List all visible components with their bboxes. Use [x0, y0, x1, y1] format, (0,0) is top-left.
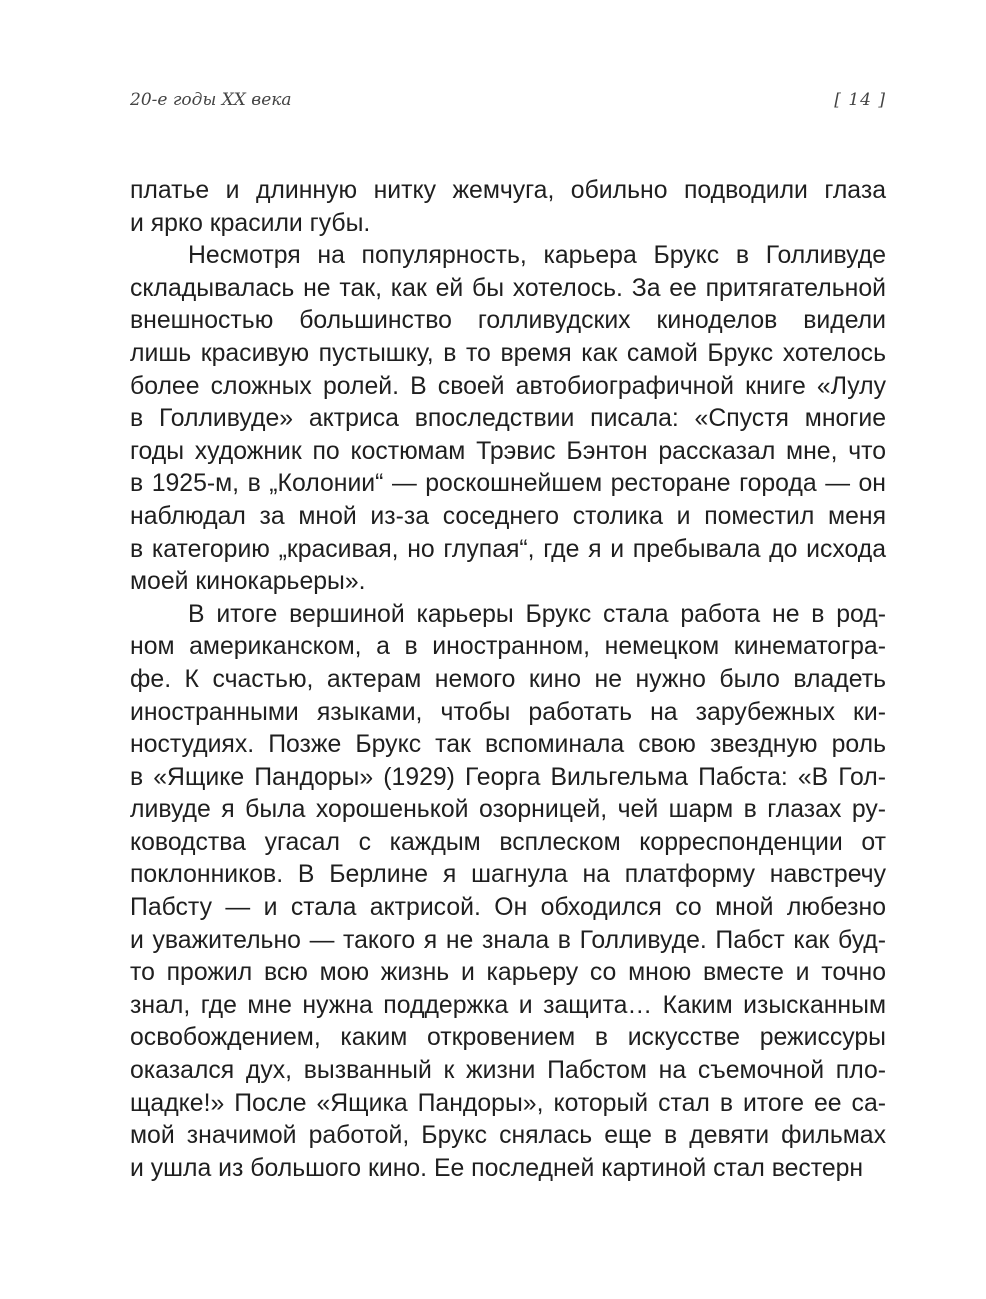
- text-line: освобождением, каким откровением в искусстве режиссуры: [130, 1024, 886, 1052]
- text-line: Пабсту — и стала актрисой. Он обходился со мной любезно: [130, 894, 886, 922]
- text-line: и ушла из большого кино. Ее последней картиной стал вестерн: [130, 1154, 864, 1182]
- text-line: ководства угасал с каждым всплеском корреспонденции от: [130, 828, 886, 856]
- text-line: и ярко красили губы.: [130, 209, 371, 237]
- body-text: [130, 175, 886, 1185]
- text-line: внешностью большинство голливудских киноделов видели: [130, 307, 886, 335]
- text-line: оказался дух, вызванный к жизни Пабстом на съемочной пло-: [130, 1057, 886, 1085]
- text-line: наблюдал за мной из-за соседнего столика и поместил меня: [130, 502, 886, 530]
- text-line: платье и длинную нитку жемчуга, обильно подводили глаза: [130, 177, 886, 204]
- text-line: в категорию „красивая, но глупая“, где я и пребывала до исхода: [130, 535, 886, 563]
- text-line: мой значимой работой, Брукс снялась еще в девяти фильмах: [130, 1122, 886, 1150]
- paragraph: [130, 175, 886, 240]
- page-number: [ 14 ]: [834, 90, 886, 110]
- paragraph: [130, 599, 886, 1186]
- running-head: [130, 90, 886, 116]
- running-title: 20-е годы XX века: [130, 90, 292, 110]
- text-line: в 1925-м, в „Колонии“ — роскошнейшем ресторане города — он: [130, 470, 886, 498]
- text-line: лишь красивую пустышку, в то время как самой Брукс хотелось: [130, 339, 886, 367]
- text-line: в Голливуде» актриса впоследствии писала: «Спустя многие: [130, 405, 886, 433]
- text-line: фе. К счастью, актерам немого кино не нужно было владеть: [130, 665, 886, 693]
- text-line: Несмотря на популярность, карьера Брукс в Голливуде: [188, 242, 886, 270]
- text-line: годы художник по костюмам Трэвис Бэнтон рассказал мне, что: [130, 437, 886, 465]
- text-line: щадке!» После «Ящика Пандоры», который стал в итоге ее са-: [130, 1089, 886, 1117]
- text-line: иностранными языками, чтобы работать на зарубежных ки-: [130, 698, 886, 726]
- text-line: ностудиях. Позже Брукс так вспоминала свою звездную роль: [130, 731, 886, 759]
- text-line: знал, где мне нужна поддержка и защита… Каким изысканным: [130, 991, 886, 1019]
- text-line: складывалась не так, как ей бы хотелось. За ее притягательной: [130, 274, 886, 302]
- text-line: моей кинокарьеры».: [130, 568, 366, 596]
- text-line: поклонников. В Берлине я шагнула на платформу навстречу: [130, 861, 886, 889]
- paragraph: [130, 240, 886, 599]
- text-line: то прожил всю мою жизнь и карьеру со мною вместе и точно: [130, 959, 886, 987]
- text-line: В итоге вершиной карьеры Брукс стала работа не в род-: [188, 600, 886, 628]
- text-line: более сложных ролей. В своей автобиографичной книге «Лулу: [130, 372, 886, 400]
- text-line: и уважительно — такого я не знала в Голливуде. Пабст как буд-: [130, 926, 886, 954]
- text-line: ливуде я была хорошенькой озорницей, чей шарм в глазах ру-: [130, 796, 886, 824]
- text-line: в «Ящике Пандоры» (1929) Георга Вильгельма Пабста: «В Гол-: [130, 763, 886, 791]
- text-line: ном американском, а в иностранном, немецком кинематогра-: [130, 633, 886, 661]
